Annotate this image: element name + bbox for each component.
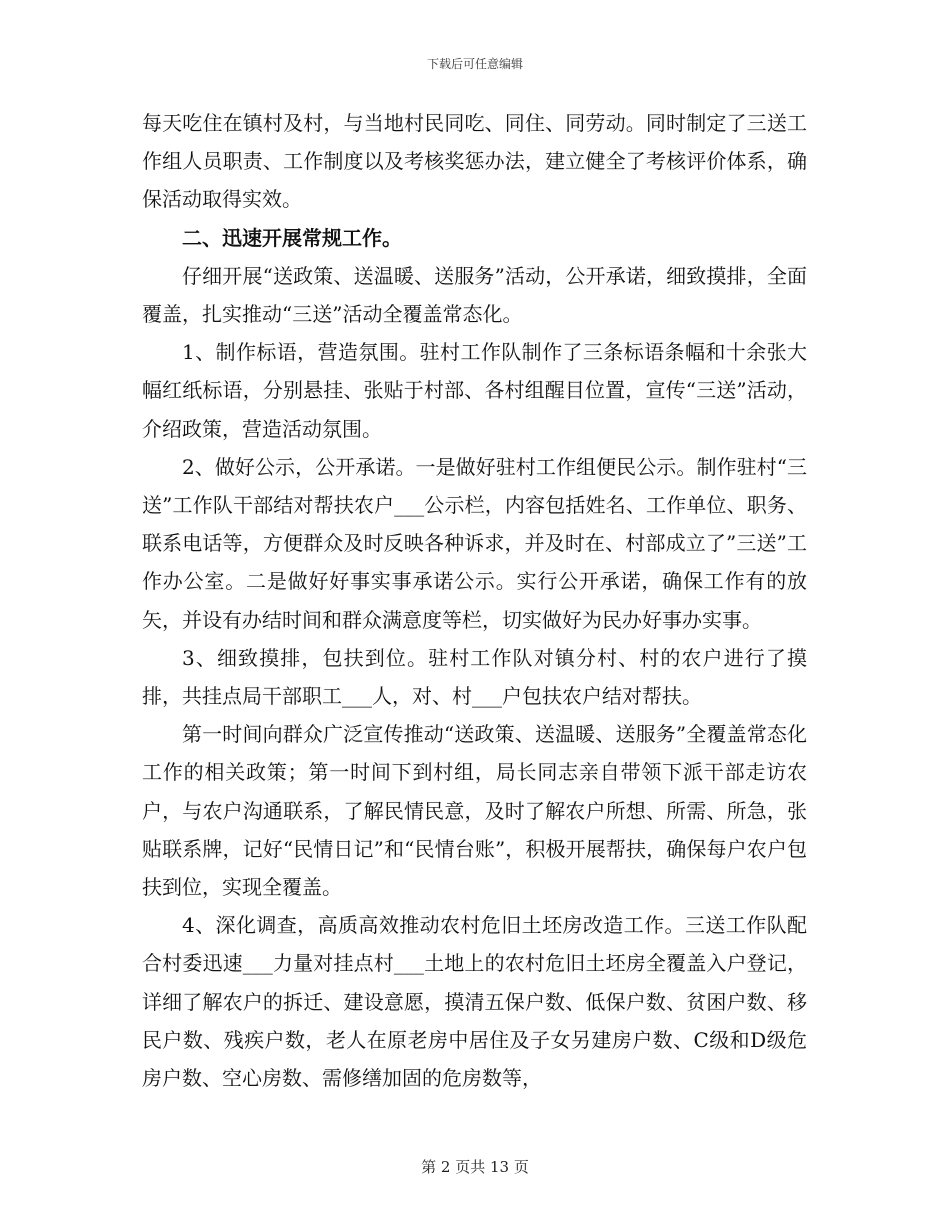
document-body (142, 104, 807, 1097)
paragraph: 第一时间向群众广泛宣传推动“送政策、送温暖、送服务”全覆盖常态化工作的相关政策；第一时间下到村组，局长同志亲自带领下派干部走访农户，与农户沟通联系，了解民情民意，及时了解农户所想、所需、所急，张贴联系牌，记好“民情日记”和“民情台账”，积极开展帮扶，确保每户农户包扶到位，实现全覆盖。 (142, 722, 807, 900)
paragraph: 3、细致摸排，包扶到位。驻村工作队对镇分村、村的农户进行了摸排，共挂点局干部职工___人，对、村___户包扶农户结对帮扶。 (142, 645, 807, 709)
paragraph: 2、做好公示，公开承诺。一是做好驻村工作组便民公示。制作驻村“三送”工作队干部结对帮扶农户___公示栏，内容包括姓名、工作单位、职务、联系电话等，方便群众及时反映各种诉求，并及时在、村部成立了”三送”工作办公室。二是做好好事实事承诺公示。实行公开承诺，确保工作有的放矢，并设有办结时间和群众满意度等栏，切实做好为民办好事办实事。 (142, 454, 807, 632)
paragraph: 仔细开展“送政策、送温暖、送服务”活动，公开承诺，细致摸排，全面覆盖，扎实推动“三送”活动全覆盖常态化。 (142, 263, 807, 327)
page-footer: 第 2 页共 13 页 (421, 1158, 529, 1176)
paragraph: 1、制作标语，营造氛围。驻村工作队制作了三条标语条幅和十余张大幅红纸标语，分别悬挂、张贴于村部、各村组醒目位置，宣传“三送”活动，介绍政策，营造活动氛围。 (142, 340, 807, 441)
paragraph: 4、深化调查，高质高效推动农村危旧土坯房改造工作。三送工作队配合村委迅速___力量对挂点村___土地上的农村危旧土坯房全覆盖入户登记，详细了解农户的拆迁、建设意愿，摸清五保户数、低保户数、贫困户数、移民户数、残疾户数，老人在原老房中居住及子女另建房户数、C级和D级危房户数、空心房数、需修缮加固的危房数等， (142, 913, 807, 1091)
page-header: 下载后可任意编辑 (426, 57, 523, 71)
section-heading: 二、迅速开展常规工作。 (182, 225, 402, 250)
paragraph-continuation: 每天吃住在镇村及村，与当地村民同吃、同住、同劳动。同时制定了三送工作组人员职责、工作制度以及考核奖惩办法，建立健全了考核评价体系，确保活动取得实效。 (142, 111, 807, 212)
